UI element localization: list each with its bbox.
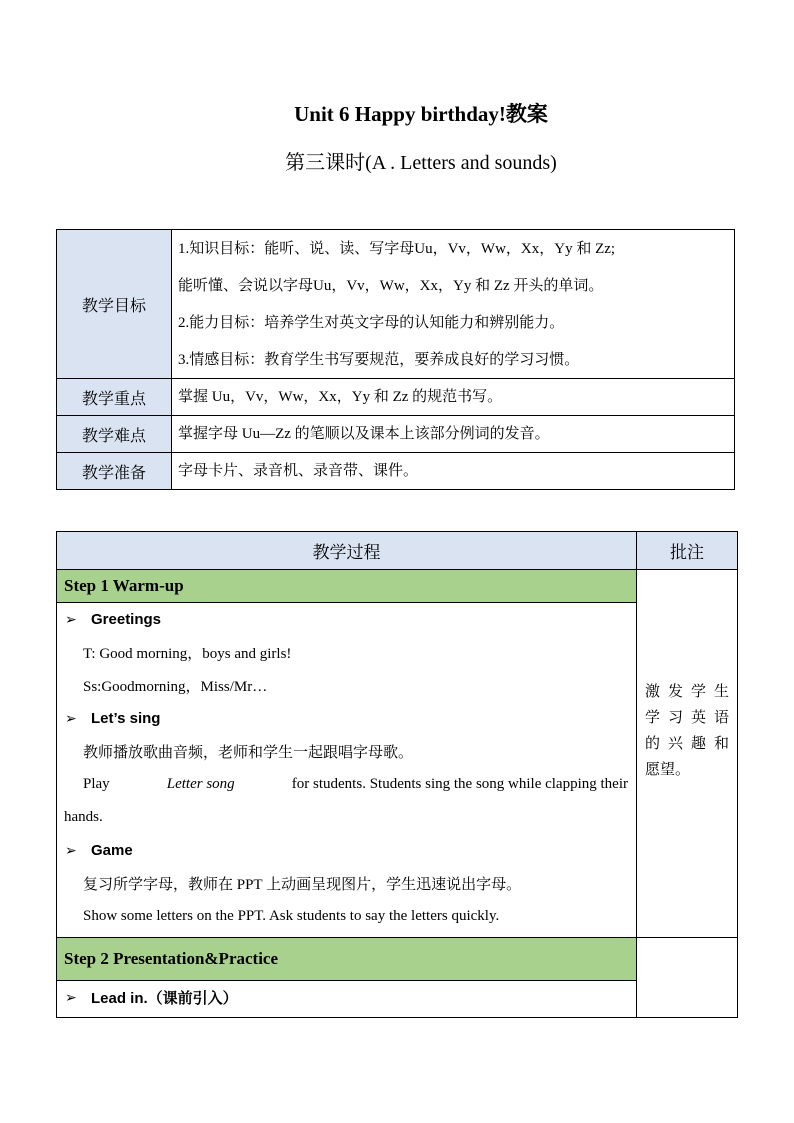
bullet-game: ➢ Game	[65, 842, 133, 859]
arrow-bullet-icon: ➢	[65, 710, 77, 726]
step2-title: Step 2 Presentation&Practice	[57, 938, 637, 981]
objective-line: 能听懂、会说以字母Uu，Vv，Ww，Xx，Yy 和 Zz 开头的单词。	[178, 277, 604, 294]
preparation-text: 字母卡片、录音机、录音带、课件。	[172, 453, 735, 490]
row-label: 教学难点	[57, 416, 172, 453]
instruction-line: Show some letters on the PPT. Ask students to say the letters quickly.	[83, 908, 500, 924]
arrow-bullet-icon: ➢	[65, 989, 77, 1005]
process-header: 教学过程	[57, 532, 637, 570]
row-label: 教学目标	[57, 230, 172, 379]
process-table	[56, 531, 738, 1018]
objectives-table	[56, 229, 735, 490]
document-title: Unit 6 Happy birthday!教案	[294, 102, 548, 126]
dialogue-line: Ss:Goodmorning，Miss/Mr…	[83, 679, 268, 695]
note-header: 批注	[637, 532, 738, 570]
note-cell	[637, 570, 738, 938]
note-text	[637, 570, 737, 782]
note-line: 愿望。	[645, 760, 691, 778]
note-line: 的兴趣和	[645, 734, 729, 752]
objective-line: 2.能力目标：培养学生对英文字母的认知能力和辨别能力。	[178, 314, 565, 331]
step2-body	[57, 981, 637, 1018]
preparation-row	[57, 453, 735, 490]
step1-title: Step 1 Warm-up	[57, 570, 637, 603]
objectives-cell	[172, 230, 735, 379]
row-label: 教学准备	[57, 453, 172, 490]
objectives-row	[57, 230, 735, 379]
note-line: 激发学生	[645, 682, 729, 700]
process-header-row	[57, 532, 738, 570]
bullet-greetings: ➢ Greetings	[65, 611, 162, 628]
objective-line: 1.知识目标：能听、说、读、写字母Uu，Vv，Ww，Xx，Yy 和 Zz;	[178, 240, 616, 257]
bullet-lead-in: ➢ Lead in.（课前引入）	[65, 989, 238, 1007]
key-point-text: 掌握 Uu，Vv，Ww，Xx，Yy 和 Zz 的规范书写。	[172, 379, 735, 416]
row-label: 教学重点	[57, 379, 172, 416]
step1-body-row	[57, 603, 738, 938]
objective-line: 3.情感目标：教育学生书写要规范，要养成良好的学习习惯。	[178, 351, 580, 368]
step1-title-row	[57, 570, 738, 603]
dialogue-line: T: Good morning，boys and girls!	[83, 646, 292, 662]
key-point-row	[57, 379, 735, 416]
note-cell-2	[637, 938, 738, 1018]
instruction-line: 教师播放歌曲音频，老师和学生一起跟唱字母歌。	[83, 745, 414, 761]
note-line: 学习英语	[645, 708, 729, 726]
bullet-lets-sing: ➢ Let’s sing	[65, 710, 161, 727]
document-subtitle: 第三课时(A . Letters and sounds)	[285, 152, 557, 174]
difficulty-row	[57, 416, 735, 453]
step2-title-row	[57, 938, 738, 981]
instruction-line: 复习所学字母，教师在 PPT 上动画呈现图片，学生迅速说出字母。	[83, 877, 522, 893]
instruction-line: Play Letter song for students. Students sing the song while clapping their	[83, 776, 628, 792]
instruction-line: hands.	[64, 809, 103, 825]
arrow-bullet-icon: ➢	[65, 611, 77, 627]
arrow-bullet-icon: ➢	[65, 842, 77, 858]
step1-body	[57, 603, 637, 938]
difficulty-text: 掌握字母 Uu—Zz 的笔顺以及课本上该部分例词的发音。	[172, 416, 735, 453]
step2-body-row	[57, 981, 738, 1018]
